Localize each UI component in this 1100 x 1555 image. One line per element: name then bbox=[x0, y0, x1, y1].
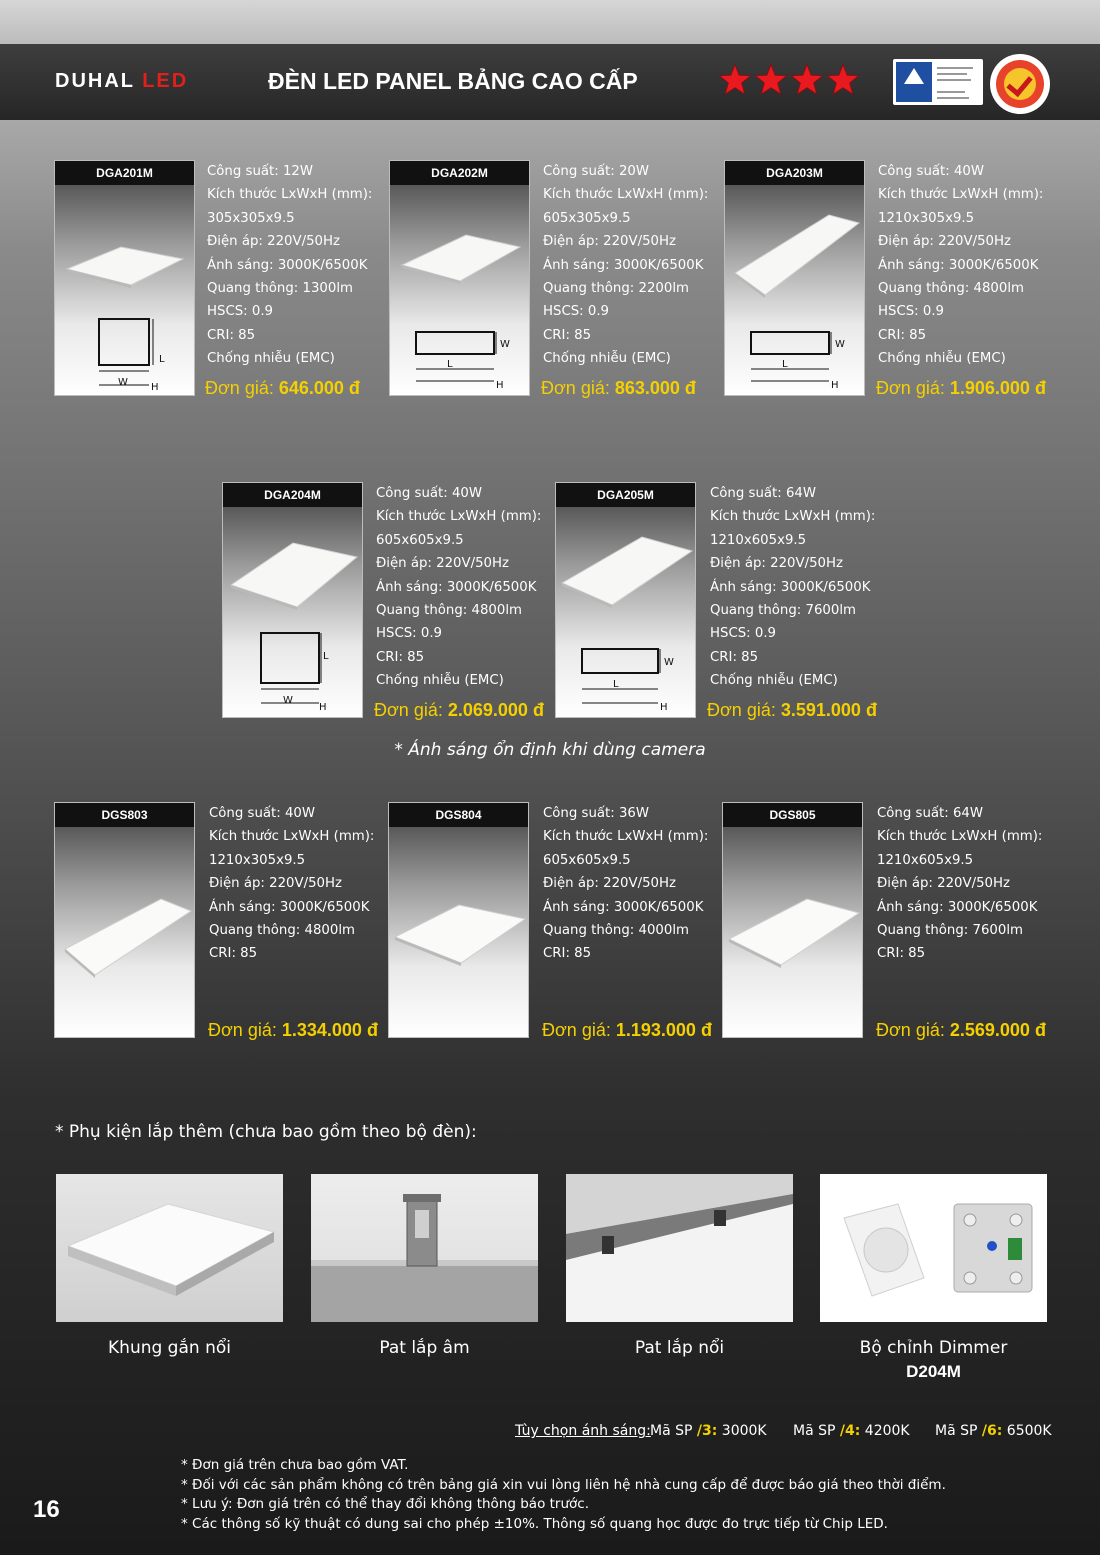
accessories-title: * Phụ kiện lắp thêm (chưa bao gồm theo bộ đèn): bbox=[55, 1122, 477, 1142]
product-price: Đơn giá: 863.000 đ bbox=[541, 378, 696, 398]
spec-line: Quang thông: 7600lm bbox=[710, 603, 856, 619]
page-title: ĐÈN LED PANEL BẢNG CAO CẤP bbox=[268, 68, 638, 94]
accessory-image-recessed-clip bbox=[311, 1174, 538, 1322]
spec-line: Chống nhiễu (EMC) bbox=[207, 351, 335, 367]
star-icon bbox=[826, 63, 860, 97]
product-price: Đơn giá: 1.193.000 đ bbox=[542, 1020, 712, 1040]
spec-line: Công suất: 20W bbox=[543, 164, 650, 179]
product-price: Đơn giá: 646.000 đ bbox=[205, 378, 360, 398]
accessory-image-surface-frame bbox=[56, 1174, 283, 1322]
light-option-3000k: Mã SP /3: 3000K bbox=[650, 1423, 767, 1439]
product-image-dgs804 bbox=[388, 802, 529, 1038]
product-specs-dga203m bbox=[878, 160, 1043, 371]
spec-line: Quang thông: 4000lm bbox=[543, 923, 689, 939]
product-image-dga202m bbox=[389, 160, 530, 396]
spec-line: CRI: 85 bbox=[710, 649, 759, 665]
spec-line: 605x605x9.5 bbox=[376, 532, 464, 548]
product-image-dgs805 bbox=[722, 802, 863, 1038]
spec-line: Điện áp: 220V/50Hz bbox=[543, 234, 676, 250]
accessory-model: D204M bbox=[906, 1362, 961, 1381]
spec-line: Chống nhiễu (EMC) bbox=[376, 673, 504, 689]
footnote: * Các thông số kỹ thuật có dung sai cho phép ±10%. Thông số quang học được đo trực tiếp từ Chip LED. bbox=[181, 1515, 888, 1532]
spec-line: Quang thông: 7600lm bbox=[877, 923, 1023, 939]
page-number: 16 bbox=[33, 1496, 60, 1523]
product-price: Đơn giá: 3.591.000 đ bbox=[707, 700, 877, 720]
light-option-6500k: Mã SP /6: 6500K bbox=[935, 1423, 1052, 1439]
spec-line: Kích thước LxWxH (mm): bbox=[878, 187, 1044, 203]
spec-line: Điện áp: 220V/50Hz bbox=[209, 876, 342, 892]
spec-line: Quang thông: 4800lm bbox=[878, 281, 1024, 297]
panel-illustration bbox=[55, 185, 195, 396]
spec-line: HSCS: 0.9 bbox=[376, 626, 443, 642]
footnote: * Lưu ý: Đơn giá trên có thể thay đổi không thông báo trước. bbox=[181, 1496, 589, 1513]
spec-line: 305x305x9.5 bbox=[207, 210, 295, 226]
page-header bbox=[0, 44, 1100, 120]
footnote: * Đối với các sản phẩm không có trên bảng giá xin vui lòng liên hệ nhà cung cấp để được báo giá theo thời điểm. bbox=[181, 1476, 946, 1493]
product-image-dga205m bbox=[555, 482, 696, 718]
light-options-label: Tùy chọn ánh sáng: bbox=[515, 1423, 651, 1439]
top-strip bbox=[0, 0, 1100, 44]
spec-line: CRI: 85 bbox=[543, 327, 592, 343]
spec-line: Công suất: 36W bbox=[543, 806, 650, 821]
svg-text:H: H bbox=[831, 380, 839, 391]
product-code: DGS803 bbox=[55, 803, 194, 827]
spec-line: Kích thước LxWxH (mm): bbox=[710, 509, 876, 525]
spec-line: Ánh sáng: 3000K/6500K bbox=[207, 257, 368, 273]
spec-line: Điện áp: 220V/50Hz bbox=[877, 876, 1010, 892]
spec-line: CRI: 85 bbox=[209, 946, 258, 962]
product-code: DGA205M bbox=[556, 483, 695, 507]
product-code: DGA202M bbox=[390, 161, 529, 185]
panel-illustration bbox=[390, 185, 530, 396]
spec-line: Kích thước LxWxH (mm): bbox=[543, 829, 709, 845]
camera-note: * Ánh sáng ổn định khi dùng camera bbox=[394, 740, 706, 760]
product-price: Đơn giá: 2.569.000 đ bbox=[876, 1020, 1046, 1040]
product-specs-dga202m bbox=[543, 160, 708, 371]
accessory-image-dimmer bbox=[820, 1174, 1047, 1322]
svg-text:W: W bbox=[500, 339, 510, 350]
product-image-dga201m bbox=[54, 160, 195, 396]
spec-line: CRI: 85 bbox=[877, 946, 926, 962]
product-specs-dga204m bbox=[376, 482, 541, 693]
spec-line: Điện áp: 220V/50Hz bbox=[878, 234, 1011, 250]
svg-text:W: W bbox=[664, 657, 674, 668]
spec-line: 605x605x9.5 bbox=[543, 852, 631, 868]
spec-line: Công suất: 12W bbox=[207, 164, 314, 179]
panel-illustration bbox=[55, 827, 195, 1038]
spec-line: Quang thông: 4800lm bbox=[376, 603, 522, 619]
spec-line: Công suất: 64W bbox=[710, 486, 817, 501]
product-image-dga203m bbox=[724, 160, 865, 396]
spec-line: Kích thước LxWxH (mm): bbox=[543, 187, 709, 203]
svg-text:L: L bbox=[323, 651, 329, 662]
product-code: DGS805 bbox=[723, 803, 862, 827]
accessory-label: Pat lắp nổi bbox=[634, 1338, 725, 1358]
star-icon bbox=[718, 63, 752, 97]
spec-line: Điện áp: 220V/50Hz bbox=[710, 556, 843, 572]
spec-line: HSCS: 0.9 bbox=[878, 304, 945, 320]
tuv-certification-logo bbox=[893, 59, 983, 105]
product-code: DGS804 bbox=[389, 803, 528, 827]
spec-line: CRI: 85 bbox=[543, 946, 592, 962]
svg-text:H: H bbox=[660, 702, 668, 713]
accessory-label: Bộ chỉnh Dimmer bbox=[859, 1338, 1008, 1358]
svg-text:W: W bbox=[283, 695, 293, 706]
product-image-dgs803 bbox=[54, 802, 195, 1038]
spec-line: 1210x305x9.5 bbox=[209, 852, 306, 868]
product-image-dga204m bbox=[222, 482, 363, 718]
spec-line: Điện áp: 220V/50Hz bbox=[376, 556, 509, 572]
spec-line: Kích thước LxWxH (mm): bbox=[877, 829, 1043, 845]
spec-line: Kích thước LxWxH (mm): bbox=[209, 829, 375, 845]
spec-line: HSCS: 0.9 bbox=[543, 304, 610, 320]
brand-logo: DUHAL LED bbox=[55, 70, 189, 92]
star-icon bbox=[790, 63, 824, 97]
product-price: Đơn giá: 1.906.000 đ bbox=[876, 378, 1046, 398]
panel-illustration bbox=[556, 507, 696, 718]
product-specs-dgs803 bbox=[209, 802, 374, 966]
panel-illustration bbox=[389, 827, 529, 1038]
spec-line: Công suất: 40W bbox=[878, 164, 985, 179]
spec-line: Ánh sáng: 3000K/6500K bbox=[543, 257, 704, 273]
spec-line: Công suất: 40W bbox=[376, 486, 483, 501]
spec-line: Chống nhiễu (EMC) bbox=[710, 673, 838, 689]
spec-line: Ánh sáng: 3000K/6500K bbox=[543, 899, 704, 915]
spec-line: Công suất: 64W bbox=[877, 806, 984, 821]
spec-line: Quang thông: 1300lm bbox=[207, 281, 353, 297]
spec-line: Công suất: 40W bbox=[209, 806, 316, 821]
footnotes bbox=[181, 1456, 946, 1534]
product-code: DGA203M bbox=[725, 161, 864, 185]
svg-text:H: H bbox=[319, 702, 327, 713]
spec-line: Ánh sáng: 3000K/6500K bbox=[710, 579, 871, 595]
rating-stars bbox=[718, 63, 860, 101]
product-specs-dga201m bbox=[207, 160, 372, 371]
svg-text:H: H bbox=[496, 380, 504, 391]
product-specs-dgs804 bbox=[543, 802, 708, 966]
star-icon bbox=[754, 63, 788, 97]
spec-line: Kích thước LxWxH (mm): bbox=[376, 509, 542, 525]
svg-text:H: H bbox=[151, 382, 159, 393]
spec-line: Kích thước LxWxH (mm): bbox=[207, 187, 373, 203]
footnote: * Đơn giá trên chưa bao gồm VAT. bbox=[181, 1457, 409, 1473]
spec-line: CRI: 85 bbox=[207, 327, 256, 343]
light-option-4200k: Mã SP /4: 4200K bbox=[793, 1423, 910, 1439]
spec-line: Quang thông: 2200lm bbox=[543, 281, 689, 297]
svg-text:L: L bbox=[613, 679, 619, 690]
spec-line: Ánh sáng: 3000K/6500K bbox=[878, 257, 1039, 273]
spec-line: 605x305x9.5 bbox=[543, 210, 631, 226]
spec-line: CRI: 85 bbox=[376, 649, 425, 665]
product-price: Đơn giá: 1.334.000 đ bbox=[208, 1020, 378, 1040]
spec-line: Điện áp: 220V/50Hz bbox=[207, 234, 340, 250]
spec-line: Ánh sáng: 3000K/6500K bbox=[376, 579, 537, 595]
spec-line: 1210x605x9.5 bbox=[877, 852, 974, 868]
spec-line: 1210x605x9.5 bbox=[710, 532, 807, 548]
accessory-label: Pat lắp âm bbox=[379, 1338, 470, 1358]
spec-line: Ánh sáng: 3000K/6500K bbox=[209, 899, 370, 915]
svg-text:L: L bbox=[782, 359, 788, 370]
hvnclc-quality-logo bbox=[990, 54, 1050, 114]
spec-line: Điện áp: 220V/50Hz bbox=[543, 876, 676, 892]
svg-text:W: W bbox=[835, 339, 845, 350]
spec-line: Chống nhiễu (EMC) bbox=[878, 351, 1006, 367]
spec-line: HSCS: 0.9 bbox=[710, 626, 777, 642]
accessory-label: Khung gắn nổi bbox=[108, 1338, 231, 1358]
svg-text:W: W bbox=[118, 377, 128, 388]
spec-line: CRI: 85 bbox=[878, 327, 927, 343]
product-price: Đơn giá: 2.069.000 đ bbox=[374, 700, 544, 720]
product-code: DGA204M bbox=[223, 483, 362, 507]
panel-illustration bbox=[723, 827, 863, 1038]
product-specs-dgs805 bbox=[877, 802, 1042, 966]
panel-illustration bbox=[725, 185, 865, 396]
spec-line: 1210x305x9.5 bbox=[878, 210, 975, 226]
spec-line: Quang thông: 4800lm bbox=[209, 923, 355, 939]
svg-text:L: L bbox=[159, 354, 165, 365]
spec-line: Ánh sáng: 3000K/6500K bbox=[877, 899, 1038, 915]
svg-text:L: L bbox=[447, 359, 453, 370]
spec-line: HSCS: 0.9 bbox=[207, 304, 274, 320]
product-specs-dga205m bbox=[710, 482, 875, 693]
accessory-image-surface-clip bbox=[566, 1174, 793, 1322]
product-code: DGA201M bbox=[55, 161, 194, 185]
panel-illustration bbox=[223, 507, 363, 718]
spec-line: Chống nhiễu (EMC) bbox=[543, 351, 671, 367]
